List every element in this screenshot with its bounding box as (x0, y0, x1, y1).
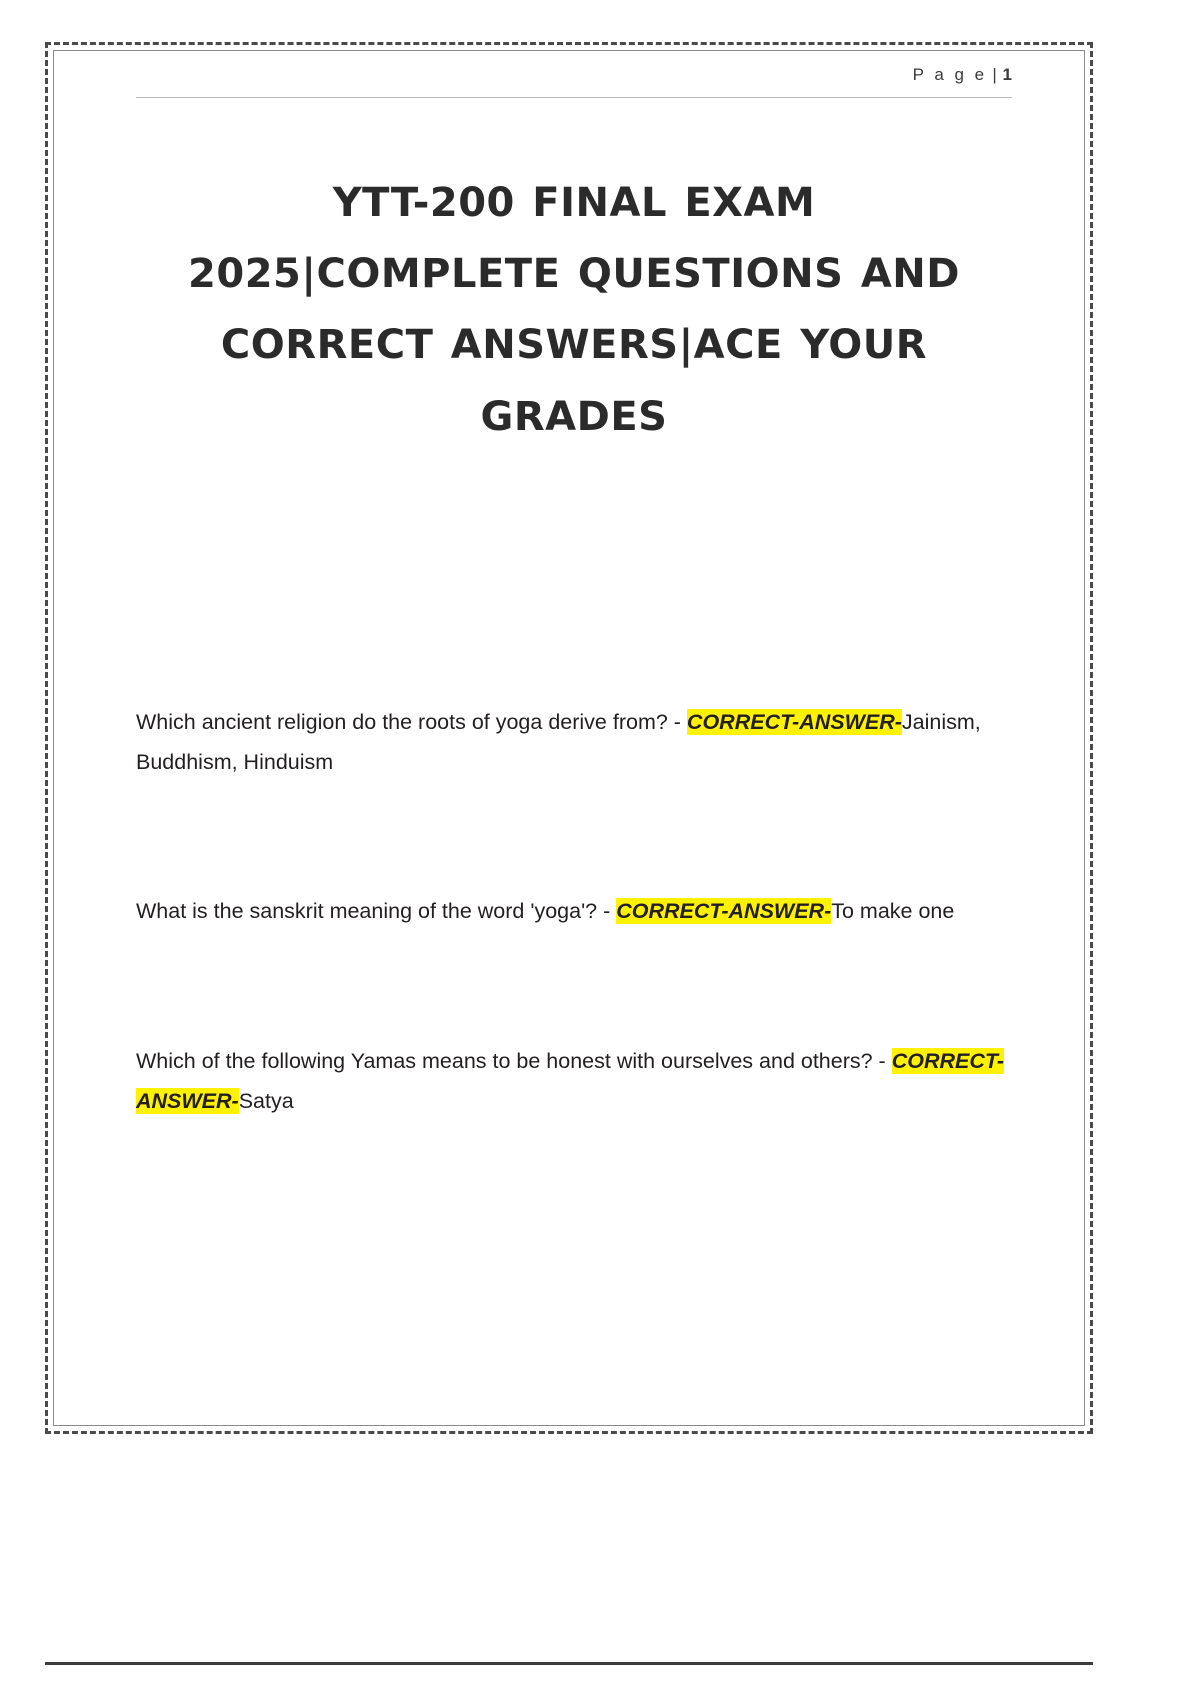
question-text: Which ancient religion do the roots of yoga derive from? - (136, 709, 687, 734)
question-text: Which of the following Yamas means to be honest with ourselves and others? - (136, 1049, 892, 1074)
header-page-label: P a g e (912, 65, 988, 84)
title-spacer (136, 453, 1012, 703)
header-page-number: 1 (1002, 65, 1012, 84)
qa-item-3 (136, 1042, 1012, 1122)
bottom-rule (45, 1662, 1093, 1665)
page-header (136, 65, 1012, 97)
answer-tag: CORRECT-ANSWER- (136, 1049, 1004, 1113)
qa-item-1 (136, 703, 1012, 783)
answer-text: Satya (238, 1088, 294, 1113)
header-divider (136, 97, 1012, 98)
header-separator: | (992, 65, 998, 84)
answer-tag: CORRECT-ANSWER- (686, 709, 902, 734)
answer-tag: CORRECT-ANSWER- (616, 899, 832, 924)
page-title: YTT-200 FINAL EXAM 2025|COMPLETE QUESTIONS AND CORRECT ANSWERS|ACE YOUR GRADES (188, 180, 960, 440)
page-content (136, 65, 1012, 1122)
document-page (45, 42, 1093, 1434)
answer-text: To make one (831, 899, 955, 924)
question-text: What is the sanskrit meaning of the word 'yoga'? - (136, 899, 617, 924)
qa-item-2 (136, 892, 1012, 932)
answer-text: Jainism, Buddhism, Hinduism (136, 709, 981, 774)
